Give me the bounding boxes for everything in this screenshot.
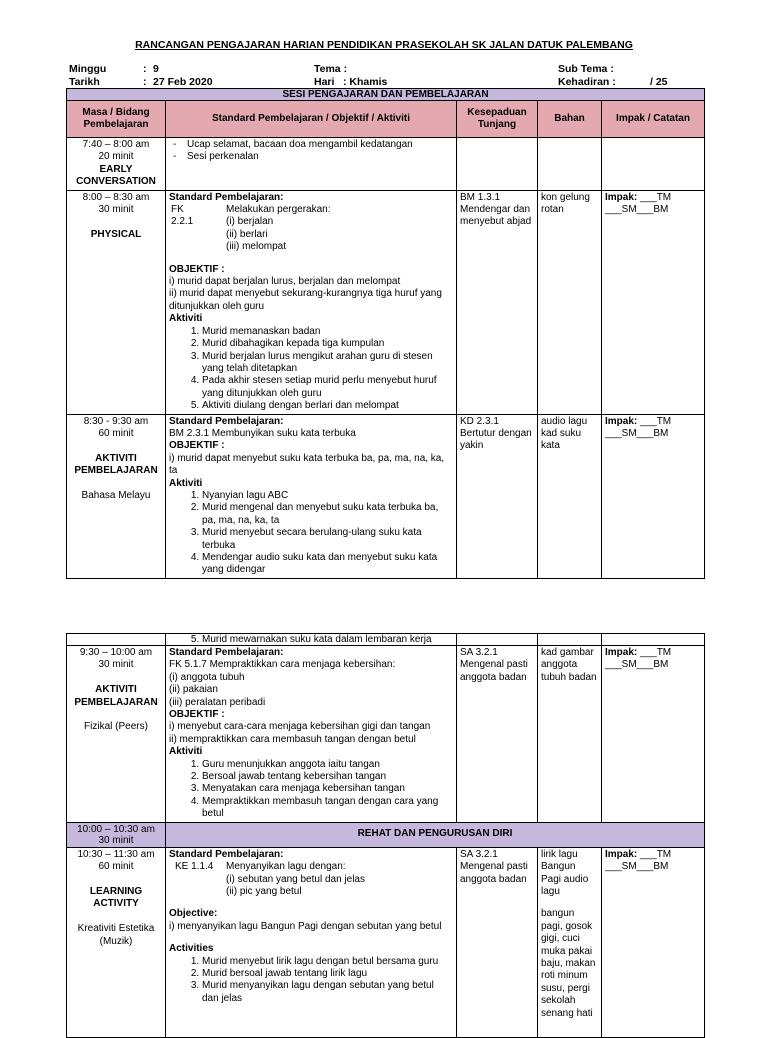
time-cell [67,414,166,578]
sp-code: 2.2.1 [171,216,194,228]
list-item: 5. Aktiviti diulang dengan berlari dan melompat [202,400,453,412]
time: 8:30 - 9:30 am [83,415,149,427]
section-header: SESI PENGAJARAN DAN PEMBELAJARAN [67,89,705,101]
col-standard: Standard Pembelajaran / Objektif / Aktiviti [166,101,457,138]
time: 10:00 – 10:30 am [77,823,155,835]
kesepaduan-cell: BM 1.3.1 Mendengar dan menyebut abjad [457,190,538,414]
time-cell [67,138,166,191]
objective: i) menyanyikan lagu Bangun Pagi dengan sebutan yang betul [169,920,442,932]
sp-sub: (iii) peralatan peribadi [169,696,266,708]
col-bahan: Bahan [538,101,602,138]
rehat-time-cell [67,822,166,847]
list-item: 1. Murid memanaskan badan [202,326,453,338]
impak-label: Impak: [605,647,638,658]
sp-sub: (i) sebutan yang betul dan jelas [226,873,365,885]
rehat-label: REHAT DAN PENGURUSAN DIRI [166,822,705,847]
activity-label: Activities [169,943,214,955]
bahan-cell [538,138,602,191]
time: 8:00 – 8:30 am [82,191,150,203]
hari-label: Hari [314,76,335,88]
impak-label: Impak: [605,191,638,203]
list-item: 2. Murid mengenal dan menyebut suku kata terbuka ba, pa, ma, na, ka, ta [202,502,453,527]
duration: 60 minit [98,861,134,873]
sp-label: Standard Pembelajaran: [169,191,284,203]
sp-label: Standard Pembelajaran: [169,415,284,427]
duration: 30 minit [98,659,134,671]
objective: ii) murid dapat menyebut sekurang-kurangnya tiga huruf yang ditunjukkan oleh guru [169,288,442,312]
impak-cell [602,190,705,414]
obj-label: OBJEKTIF : [169,440,225,452]
sp-sub: (ii) pic yang betul [226,885,302,897]
col-kesepaduan: Kesepaduan Tunjang [457,101,538,138]
subject: Fizikal (Peers) [84,721,148,733]
time: 9:30 – 10:00 am [79,647,153,658]
sp-sub: (i) anggota tubuh [169,671,245,683]
list-item: - Sesi perkenalan [187,151,453,163]
sp: BM 2.3.1 Membunyikan suku kata terbuka [169,427,356,439]
sp: FK 5.1.7 Mempraktikkan cara menjaga kebersihan: [169,659,396,671]
col-impak: Impak / Catatan [602,101,705,138]
list-item: 3. Menyatakan cara menjaga kebersihan tangan [202,783,453,795]
subject: Bahasa Melayu [81,489,151,501]
impak-cell [602,138,705,191]
area: AKTIVITI PEMBELAJARAN [74,684,158,708]
impak-cell [602,634,705,646]
activity-label: Aktiviti [169,313,203,325]
impak-sm-bm: ___SM___BM [605,861,669,873]
kesepaduan-cell: SA 3.2.1 Mengenal pasti anggota badan [457,847,538,1037]
sp-label: Standard Pembelajaran: [169,848,284,860]
list-item: 1. Guru menunjukkan anggota iaitu tangan [202,759,453,771]
kesepaduan-cell: SA 3.2.1 Mengenal pasti anggota badan [457,646,538,823]
kehadiran-value: / 25 [650,76,668,88]
activity-cell [166,646,457,823]
objective: i) menyebut cara-cara menjaga kebersihan gigi dan tangan [169,721,431,733]
list-item: 3. Murid menyebut secara berulang-ulang suku kata terbuka [202,527,453,552]
kehadiran-label: Kehadiran : [558,76,616,88]
minggu-label: Minggu [69,63,107,75]
list-item: 5. Murid mewarnakan suku kata dalam lembaran kerja [202,634,453,645]
bahan-lyrics: bangun pagi, gosok gigi, cuci muka pakai baju, makan roti minum susu, pergi sekolah senang hati [541,908,596,1019]
duration: 30 minit [98,204,134,216]
bahan-cell [538,634,602,646]
tarikh-sep: : [143,76,147,88]
sp-code: KE 1.1.4 [175,861,214,873]
subtema-label: Sub Tema : [558,63,614,75]
time-cell [67,847,166,1037]
duration: 20 minit [98,151,134,163]
list-item: 3. Murid menyanyikan lagu dengan sebutan yang betul dan jelas [202,980,453,1005]
kesepaduan-cell [457,634,538,646]
impak-tm: ___TM [640,191,672,203]
hari-value: : Khamis [343,76,388,88]
impak-tm: ___TM [640,848,672,860]
bahan-text: lirik lagu Bangun Pagi audio lagu [541,848,589,897]
list-item: 4. Mendengar audio suku kata dan menyebut suku kata yang didengar [202,552,453,577]
list-item: 1. Nyanyian lagu ABC [202,490,453,502]
sp-desc: Melakukan pergerakan: [226,204,331,216]
kesepaduan-cell [457,138,538,191]
sp-sub: (i) berjalan [226,216,274,228]
document-title: RANCANGAN PENGAJARAN HARIAN PENDIDIKAN PRASEKOLAH SK JALAN DATUK PALEMBANG [135,39,633,51]
bahan-cell: kon gelung rotan [538,190,602,414]
list-item: 4. Mempraktikkan membasuh tangan dengan cara yang betul [202,796,453,821]
duration: 60 minit [98,427,134,439]
sp-code: FK [171,204,184,216]
sp-label: Standard Pembelajaran: [169,647,284,658]
sp-sub: (iii) melompat [226,241,287,253]
impak-sm-bm: ___SM___BM [605,204,669,216]
minggu-value: 9 [153,63,159,75]
area: PHYSICAL [90,228,142,240]
kesepaduan-cell: KD 2.3.1 Bertutur dengan yakin [457,414,538,578]
list-item: 2. Murid dibahagikan kepada tiga kumpulan [202,338,453,350]
impak-tm: ___TM [640,415,672,427]
obj-label: Objective: [169,908,218,920]
list-item: - Ucap selamat, bacaan doa mengambil kedatangan [187,139,453,151]
impak-cell [602,646,705,823]
minggu-sep: : [143,63,147,75]
col-masa: Masa / Bidang Pembelajaran [67,101,166,138]
activity-label: Aktiviti [169,477,203,489]
time: 7:40 – 8:00 am [82,139,150,150]
objective: ii) mempraktikkan cara membasuh tangan dengan betul [169,733,416,745]
sp-sub: (ii) berlari [226,228,268,240]
activity-cell [166,414,457,578]
activity-cell [166,847,457,1037]
obj-label: OBJEKTIF : [169,709,225,721]
list-item: 4. Pada akhir stesen setiap murid perlu menyebut huruf yang ditunjukkan oleh guru [202,375,453,400]
sp-desc: Menyanyikan lagu dengan: [226,861,346,873]
time: 10:30 – 11:30 am [77,848,155,860]
activity-cell [166,634,457,646]
bahan-cell: kad gambar anggota tubuh badan [538,646,602,823]
bahan-cell [538,847,602,1037]
list-item: 2. Bersoal jawab tentang kebersihan tangan [202,771,453,783]
impak-label: Impak: [605,848,638,860]
sp-sub: (ii) pakaian [169,684,218,696]
obj-label: OBJEKTIF : [169,263,225,275]
objective: i) murid dapat menyebut suku kata terbuka ba, pa, ma, na, ka, ta [169,452,445,477]
subject: Kreativiti Estetika (Muzik) [77,923,155,947]
impak-label: Impak: [605,415,638,427]
list-item: 1. Murid menyebut lirik lagu dengan betul bersama guru [202,956,453,968]
impak-sm-bm: ___SM___BM [605,659,669,671]
impak-cell [602,847,705,1037]
activity-label: Aktiviti [169,746,203,758]
impak-cell [602,414,705,578]
tema-label: Tema : [314,63,348,75]
lesson-table-part1 [66,88,705,579]
activity-cell [166,138,457,191]
tarikh-value: 27 Feb 2020 [153,76,213,88]
area: EARLY CONVERSATION [76,163,156,188]
area: AKTIVITI PEMBELAJARAN [74,452,158,477]
lesson-table-part2 [66,633,705,1038]
impak-tm: ___TM [640,647,672,658]
time-cell [67,634,166,646]
time-cell [67,190,166,414]
tarikh-label: Tarikh [69,76,100,88]
list-item: 3. Murid berjalan lurus mengikut arahan guru di stesen yang telah ditetapkan [202,351,453,376]
time-cell [67,646,166,823]
list-item: 2. Murid bersoal jawab tentang lirik lagu [202,968,453,980]
duration: 30 minit [98,834,134,846]
area: LEARNING ACTIVITY [89,885,143,910]
objective: i) murid dapat berjalan lurus, berjalan dan melompat [169,276,401,288]
activity-cell [166,190,457,414]
bahan-cell: audio lagu kad suku kata [538,414,602,578]
impak-sm-bm: ___SM___BM [605,427,669,439]
